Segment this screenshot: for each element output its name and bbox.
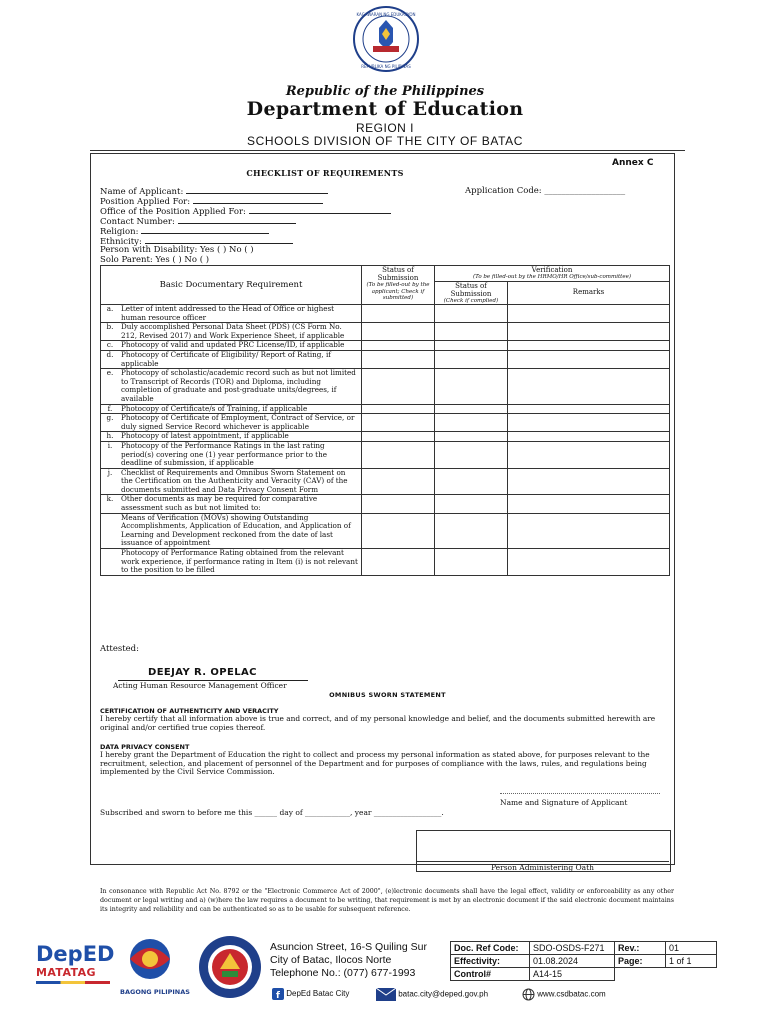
table-row [101,549,670,576]
privacy-title: DATA PRIVACY CONSENT [100,743,190,751]
verify-cell[interactable] [435,495,508,513]
col-status2-label: Status of Submission [450,281,492,298]
remarks-cell[interactable] [508,323,670,341]
remarks-cell[interactable] [508,468,670,495]
email-icon [376,988,396,1001]
table-row [101,369,670,404]
facebook-icon [272,988,284,1000]
bagong-pilipinas-emblem [120,935,180,983]
eff-label: Effectivity: [451,955,530,968]
solo-parent-field[interactable]: Solo Parent: Yes ( ) No ( ) [100,255,210,265]
pwd-field[interactable]: Person with Disability: Yes ( ) No ( ) [100,245,254,255]
row-text: Other documents as may be required for comparative assessment such as but not limited to: [119,495,362,513]
verify-cell[interactable] [435,432,508,442]
department-heading: Department of Education [246,98,524,120]
status-cell[interactable] [362,414,435,432]
control-label: Control# [451,968,530,981]
attested-label: Attested: [100,644,139,654]
col-verification-note: (To be filled-out by the HRMO/HR Office/sub-committee) [472,274,632,280]
bagong-pilipinas-logo [120,935,190,996]
office-address [270,941,427,980]
row-letter: f. [101,404,120,414]
remarks-cell[interactable] [508,350,670,368]
row-letter: d. [101,350,120,368]
verify-cell[interactable] [435,513,508,548]
doc-info-table [450,941,717,981]
status-cell[interactable] [362,549,435,576]
page-value: 1 of 1 [666,955,717,968]
table-header-row [101,266,670,282]
applicant-name-label: Name of Applicant: [100,187,184,197]
row-letter [101,513,120,548]
row-text: Photocopy of latest appointment, if applicable [119,432,362,442]
header-divider [90,150,685,151]
position-label: Position Applied For: [100,197,191,207]
applicant-signature-line[interactable] [500,793,660,794]
remarks-cell[interactable] [508,404,670,414]
verify-cell[interactable] [435,341,508,351]
remarks-cell[interactable] [508,549,670,576]
ref-label: Doc. Ref Code: [451,942,530,955]
row-letter: b. [101,323,120,341]
table-row [101,513,670,548]
col-status-header [362,266,435,305]
signatory-title: Acting Human Resource Management Officer [113,681,287,690]
row-letter: h. [101,432,120,442]
contact-label: Contact Number: [100,217,175,227]
remarks-cell[interactable] [508,441,670,468]
subscribed-text: Subscribed and sworn to before me this ______ day of ____________, year __________________. [100,808,444,817]
table-row [101,323,670,341]
row-text: Photocopy of the Performance Ratings in the last rating period(s) covering one (1) year performance prior to the deadline of submission, if applicable [119,441,362,468]
status-cell[interactable] [362,513,435,548]
email-link[interactable] [376,988,488,1001]
deped-logo [36,942,114,984]
col-verification-label: Verification [531,266,573,274]
rev-value: 01 [666,942,717,955]
matatag-text: MATATAG [36,966,96,979]
svg-text:KAGAWARAN NG EDUKASYON: KAGAWARAN NG EDUKASYON [356,12,416,17]
status-cell[interactable] [362,341,435,351]
verify-cell[interactable] [435,441,508,468]
remarks-cell[interactable] [508,513,670,548]
privacy-text: I hereby grant the Department of Education the right to collect and process my personal information as stated above, for purposes relevant to the recruitment, selection, and placement of personnel of the Department and for purposes of compliance with the laws, rules, and regulations being implemented by the Civil Service Commission. [100,750,650,777]
email-text: batac.city@deped.gov.ph [398,989,489,999]
row-letter [101,549,120,576]
row-letter: a. [101,305,120,323]
row-letter: c. [101,341,120,351]
table-row [101,441,670,468]
checklist-title: CHECKLIST OF REQUIREMENTS [246,168,404,178]
col-status-label: Status of Submission [377,266,419,282]
table-row [101,350,670,368]
col-verification-header [435,266,670,282]
address-line2: City of Batac, Ilocos Norte [270,954,392,966]
website-text: www.csdbatac.com [537,989,606,999]
ethnicity-label: Ethnicity: [100,237,142,247]
remarks-cell[interactable] [508,495,670,513]
status-cell[interactable] [362,305,435,323]
matatag-stripe [36,981,110,984]
row-text: Photocopy of Certificate/s of Training, if applicable [119,404,362,414]
row-text: Photocopy of Certificate of Employment, Contract of Service, or duly signed Service Record whichever is applicable [119,414,362,432]
control-value: A14-15 [530,968,615,981]
row-letter: k. [101,495,120,513]
ecommerce-notice: In consonance with Republic Act No. 8792 or the "Electronic Commerce Act of 2000", (e)lectronic documents shall have the legal effect, validity or enforceability as any other document or legal writing and a) (w)here the law requires a document to be writing, that requirement is met by an electronic document if the said electronic document maintains its integrity and reliability and can be authenticated so as to be usable for subsequent reference. [100,888,674,913]
facebook-text: DepEd Batac City [286,989,350,999]
col-remarks-header: Remarks [508,281,670,305]
status-cell[interactable] [362,350,435,368]
row-text: Letter of intent addressed to the Head of Office or highest human resource officer [119,305,362,323]
row-text: Photocopy of Performance Rating obtained from the relevant work experience, if performance rating in Item (i) is not relevant to the position to be filled [119,549,362,576]
office-label: Office of the Position Applied For: [100,207,246,217]
verify-cell[interactable] [435,414,508,432]
row-letter: g. [101,414,120,432]
verify-cell[interactable] [435,404,508,414]
row-text: Means of Verification (MOVs) showing Outstanding Accomplishments, Application of Education, and Application of Learning and Development reckoned from the date of last issuance of appointment [119,513,362,548]
table-row [101,495,670,513]
oath-line [416,861,669,862]
status-cell[interactable] [362,323,435,341]
facebook-link[interactable] [272,988,349,1000]
remarks-cell[interactable] [508,341,670,351]
bagong-pilipinas-text: BAGONG PILIPINAS [120,988,190,996]
annex-label: Annex C [612,158,654,168]
eff-value: 01.08.2024 [530,955,615,968]
verify-cell[interactable] [435,350,508,368]
status-cell[interactable] [362,441,435,468]
sdo-batac-seal [198,935,262,999]
omnibus-title: OMNIBUS SWORN STATEMENT [329,691,446,699]
ref-value: SDO-OSDS-F271 [530,942,615,955]
remarks-cell[interactable] [508,414,670,432]
republic-heading: Republic of the Philippines [285,84,485,99]
deped-logo-text: DepED [36,942,115,966]
svg-text:REPUBLIKA NG PILIPINAS: REPUBLIKA NG PILIPINAS [361,64,411,69]
website-link[interactable] [522,988,606,1001]
verify-cell[interactable] [435,549,508,576]
status-cell[interactable] [362,468,435,495]
col-status2-note: (Check if complied) [443,297,499,304]
row-text: Photocopy of valid and updated PRC License/ID, if applicable [119,341,362,351]
table-row [101,305,670,323]
remarks-cell[interactable] [508,369,670,404]
row-text: Checklist of Requirements and Omnibus Sworn Statement on the Certification on the Authenticity and Veracity (CAV) of the documents submitted and Data Privacy Consent Form [119,468,362,495]
verify-cell[interactable] [435,468,508,495]
requirements-table [100,265,670,576]
col-status-note: (To be filled-out by the applicant; Check if submitted) [366,282,430,301]
globe-icon [522,988,535,1001]
svg-text:f: f [276,991,280,1000]
row-letter: e. [101,369,120,404]
cav-text: I hereby certify that all information above is true and correct, and of my personal knowledge and belief, and the documents submitted herewith are original and/or certified true copies thereof. [100,714,656,732]
remarks-cell[interactable] [508,432,670,442]
row-letter: j. [101,468,120,495]
table-row [101,414,670,432]
rev-label: Rev.: [615,942,666,955]
status-cell[interactable] [362,404,435,414]
col-basic-header: Basic Documentary Requirement [101,266,362,305]
religion-label: Religion: [100,227,139,237]
row-text: Photocopy of scholastic/academic record such as but not limited to Transcript of Records (TOR) and Diploma, including completion of graduate and post-graduate units/degrees, if available [119,369,362,404]
application-code-field[interactable]: Application Code: ___________________ [465,186,626,196]
status-cell[interactable] [362,495,435,513]
cav-title: CERTIFICATION OF AUTHENTICITY AND VERACITY [100,707,279,715]
address-line1: Asuncion Street, 16-S Quiling Sur [270,941,427,953]
telephone: Telephone No.: (077) 677-1993 [270,967,416,979]
page-label: Page: [615,955,666,968]
region-heading: REGION I [355,121,414,135]
table-row [101,432,670,442]
row-letter: i. [101,441,120,468]
verify-cell[interactable] [435,323,508,341]
applicant-signature-label: Name and Signature of Applicant [500,798,628,807]
signatory-name: DEEJAY R. OPELAC [148,667,257,678]
status-cell[interactable] [362,369,435,404]
verify-cell[interactable] [435,305,508,323]
deped-seal-logo [353,6,419,72]
verify-cell[interactable] [435,369,508,404]
division-heading: SCHOOLS DIVISION OF THE CITY OF BATAC [246,134,524,148]
table-row [101,468,670,495]
col-status2-header [435,281,508,305]
status-cell[interactable] [362,432,435,442]
row-text: Duly accomplished Personal Data Sheet (PDS) (CS Form No. 212, Revised 2017) and Work Experience Sheet, if applicable [119,323,362,341]
oath-label: Person Administering Oath [490,863,595,872]
remarks-cell[interactable] [508,305,670,323]
row-text: Photocopy of Certificate of Eligibility/ Report of Rating, if applicable [119,350,362,368]
